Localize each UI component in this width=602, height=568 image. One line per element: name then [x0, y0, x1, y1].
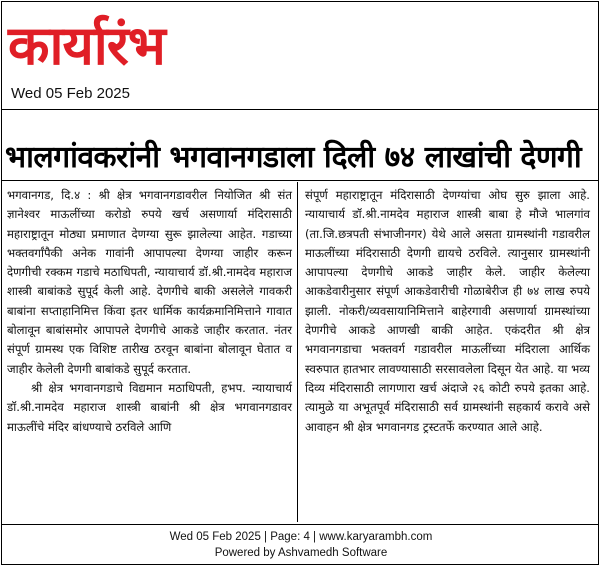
header-rule — [2, 109, 598, 110]
footer-info: Wed 05 Feb 2025 | Page: 4 | www.karyarambh.com — [169, 531, 433, 543]
headline-rule — [2, 180, 598, 181]
masthead-logo: कार्यारंभ — [8, 14, 165, 77]
article-column-right — [305, 186, 590, 437]
footer-powered-by: Powered by Ashvamedh Software — [214, 547, 388, 559]
column-divider — [297, 182, 298, 522]
article-headline: भालगांवकरांनी भगवानगडाला दिली ७४ लाखांची देणगी — [5, 140, 582, 175]
masthead-date: Wed 05 Feb 2025 — [11, 85, 130, 102]
article-column-left — [7, 186, 292, 437]
article-paragraph: श्री क्षेत्र भगवानगडाचे विद्यमान मठाधिपती, हभप. न्यायाचार्य डॉ.श्री.नामदेव महाराज शास्त्री बाबांनी श्री क्षेत्र भगवानगडावर माऊलींचे मंदिर बांधण्याचे ठरविले आणि — [7, 380, 292, 434]
article-paragraph: संपूर्ण महाराष्ट्रातून मंदिरासाठी देणग्यांचा ओघ सुरु झाला आहे. न्यायाचार्य डॉ.श्री.नामदेव महाराज शास्त्री बाबा हे मौजे भालगांव (ता.जि.छत्रपती संभाजीनगर) येथे आले असता ग्रामस्थांनी गडावरील माऊलींच्या मंदिरासाठी देणगी द्यायचे ठरविले. त्यानुसार ग्रामस्थांनी आपापल्या देणगीचे आकडे जाहीर केले. जाहीर केलेल्या आकडेवारीनुसार संपूर्ण आकडेवारीची गोळाबेरीज ही ७४ लाख रुपये झाली. नोकरी/व्यवसायानिमित्ताने बाहेरगावी असणार्या ग्रामस्थांच्या देणगीचे आकडे आणखी बाकी आहेत. एकंदरीत श्री क्षेत्र भगवानगडाचा भक्तवर्ग गडावरील माऊलींच्या मंदिराला आर्थिक स्वरुपात हातभार लावण्यासाठी सरसावलेला दिसून येत आहे. या भव्य दिव्य मंदिरासाठी लागणारा खर्च अंदाजे २६ कोटी रुपये इतका आहे. त्यामुळे या अभूतपूर्व मंदिरासाठी सर्व ग्रामस्थांनी सहकार्य करावे असे आवाहन श्री क्षेत्र भगवानगड ट्रस्टतर्फे करण्यात आले आहे. — [305, 188, 590, 434]
article-paragraph: भगवानगड, दि.४ : श्री क्षेत्र भगवानगडावरील नियोजित श्री संत ज्ञानेश्वर माऊलींच्या करोडो रुपये खर्च असणार्या मंदिरासाठी महाराष्ट्रातून मोठ्या प्रमाणात देणग्या सुरू झालेल्या आहेत. गडाच्या भक्तवर्गांपैकी अनेक गावांनी आपापल्या देणग्या जाहीर करून देणगीची रक्कम गडाचे मठाधिपती, न्यायाचार्य डॉ.श्री.नामदेव महाराज शास्त्री बाबांकडे सुपूर्द केली आहे. देणगीचे बाकी असलेले गावकरी बाबांना सप्ताहानिमित्त किंवा इतर धार्मिक कार्यक्रमानिमित्ताने गावात बोलावून बाबांसमोर आपापले देणगीचे आकडे जाहीर करतात. नंतर संपूर्ण ग्रामस्थ एक विशिष्ट तारीख ठरवून बाबांना बोलावून घेतात व जाहीर केलेली देणगी बाबांकडे सुपूर्द करतात. — [7, 188, 292, 376]
footer-rule — [2, 524, 598, 525]
